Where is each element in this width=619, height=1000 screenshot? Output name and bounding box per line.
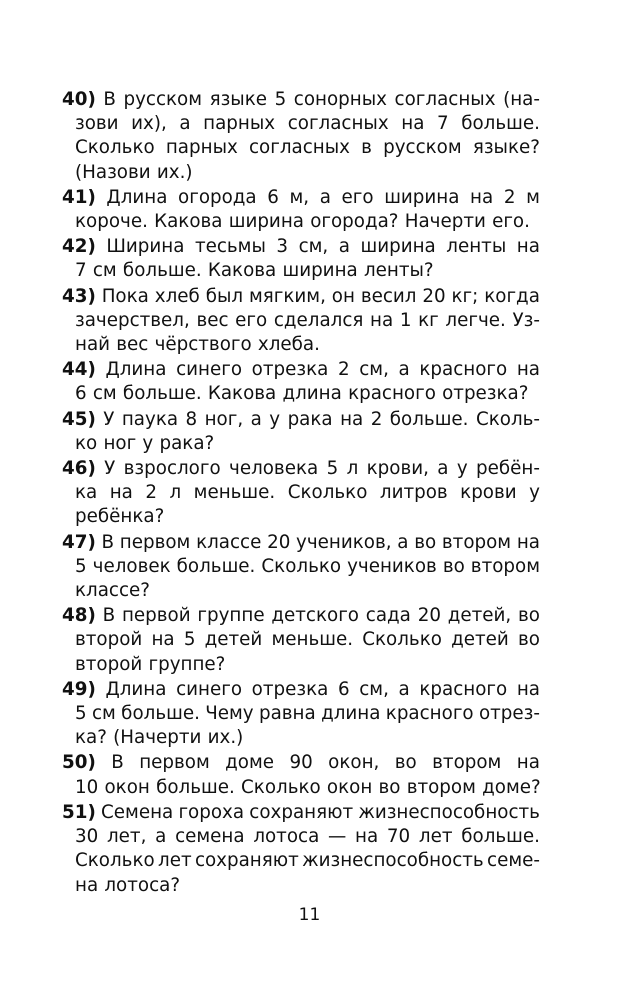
- problem-number: 49): [62, 678, 96, 700]
- problem-line: 43) Пока хлеб был мягким, он весил 20 кг; когда: [62, 285, 540, 309]
- problem-line: Сколько лет сохраняют жизнеспособность семе-: [75, 850, 540, 872]
- problem-line: 50) В первом доме 90 окон, во втором на: [62, 751, 540, 775]
- problem-line: (Назови их.): [75, 161, 193, 183]
- problem-line: 5 человек больше. Сколько учеников во втором: [75, 555, 540, 577]
- problem-item: [62, 801, 540, 898]
- problem-line: 51) Семена гороха сохраняют жизнеспособность: [62, 801, 540, 825]
- problem-line: ка? (Начерти их.): [75, 727, 244, 749]
- problem-line: ко ног у рака?: [75, 432, 215, 454]
- problem-line: 49) Длина синего отрезка 6 см, а красного на: [62, 678, 540, 702]
- problem-number: 42): [62, 236, 96, 258]
- problem-line: най вес чёрствого хлеба.: [75, 334, 320, 356]
- problem-item: [62, 235, 540, 283]
- problem-line: зови их), а парных согласных на 7 больше.: [75, 113, 540, 135]
- problem-line: 42) Ширина тесьмы 3 см, а ширина ленты на: [62, 235, 540, 259]
- problem-line: 44) Длина синего отрезка 2 см, а красного на: [62, 358, 540, 382]
- problem-number: 46): [62, 458, 96, 480]
- problem-item: [62, 751, 540, 799]
- problem-line: ка на 2 л меньше. Сколько литров крови у: [75, 482, 540, 504]
- problem-item: [62, 358, 540, 406]
- problem-item: [62, 186, 540, 234]
- problem-line: Сколько парных согласных в русском языке?: [75, 137, 540, 159]
- problem-line: 47) В первом классе 20 учеников, а во втором на: [62, 531, 540, 555]
- problem-number: 47): [62, 531, 96, 553]
- problem-item: [62, 408, 540, 456]
- problem-line: классе?: [75, 580, 150, 602]
- problem-line: 45) У паука 8 ног, а у рака на 2 больше. Сколь-: [62, 408, 540, 432]
- problem-line: 5 см больше. Чему равна длина красного отрез-: [75, 703, 540, 725]
- problem-line: короче. Какова ширина огорода? Начерти его.: [75, 211, 530, 233]
- problem-number: 40): [62, 89, 96, 110]
- page-number: 11: [298, 905, 321, 925]
- problem-line: 30 лет, а семена лотоса — на 70 лет больше.: [75, 826, 540, 848]
- problem-item: [62, 457, 540, 530]
- problem-item: [62, 285, 540, 358]
- problem-item: [62, 678, 540, 751]
- problem-number: 48): [62, 605, 96, 627]
- problem-number: 51): [62, 801, 96, 823]
- problem-line: второй на 5 детей меньше. Сколько детей во: [75, 629, 540, 651]
- problem-number: 50): [62, 752, 96, 774]
- problem-line: 7 см больше. Какова ширина ленты?: [75, 260, 434, 282]
- problem-line: зачерствел, вес его сделался на 1 кг легче. Уз-: [75, 309, 540, 331]
- problem-number: 45): [62, 408, 96, 430]
- problem-line: на лотоса?: [75, 874, 181, 896]
- problem-line: 6 см больше. Какова длина красного отрезка?: [75, 383, 529, 405]
- problem-item: [62, 531, 540, 604]
- problem-line: 46) У взрослого человека 5 л крови, а у ребён-: [62, 457, 540, 481]
- problem-list: [62, 88, 540, 899]
- problem-item: [62, 604, 540, 677]
- problem-item: [62, 88, 540, 185]
- problem-number: 43): [62, 285, 96, 307]
- problem-line: 48) В первой группе детского сада 20 детей, во: [62, 604, 540, 628]
- problem-line: 10 окон больше. Сколько окон во втором доме?: [75, 776, 541, 798]
- problem-line: 41) Длина огорода 6 м, а его ширина на 2 м: [62, 186, 540, 210]
- problem-number: 41): [62, 186, 96, 208]
- problem-line: 40) В русском языке 5 сонорных согласных (на-: [62, 88, 540, 112]
- problem-line: ребёнка?: [75, 506, 165, 528]
- problem-line: второй группе?: [75, 653, 226, 675]
- problem-number: 44): [62, 359, 96, 381]
